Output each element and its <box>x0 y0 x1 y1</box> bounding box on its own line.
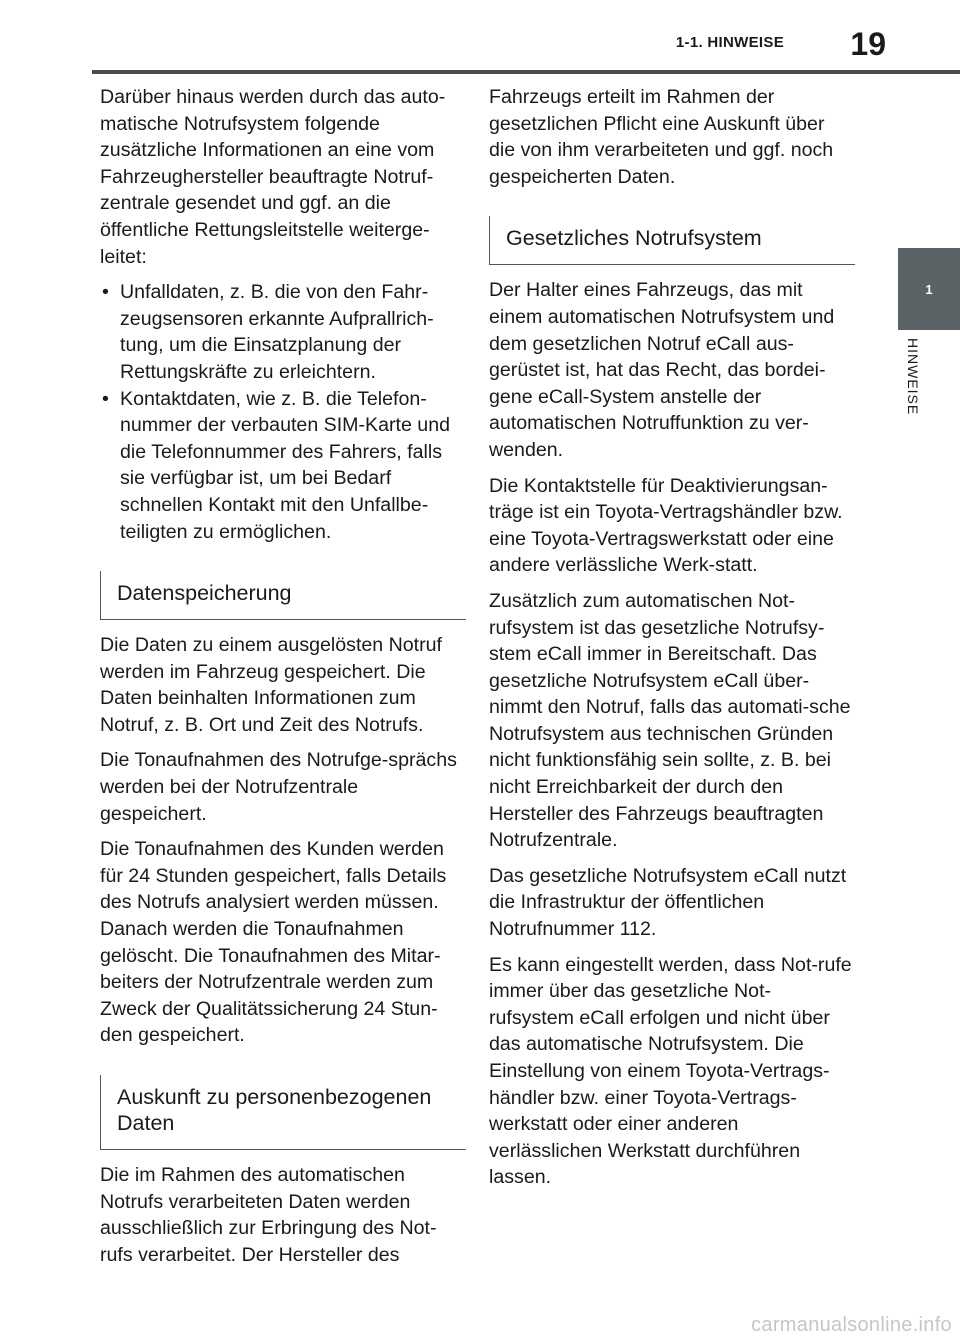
page-number: 19 <box>850 26 886 62</box>
storage-paragraph: Die Tonaufnahmen des Notrufge-sprächs werden bei der Notrufzentrale gespeichert. <box>100 749 457 825</box>
bullet-item-accident-data: • Unfalldaten, z. B. die von den Fahr-zeugsensoren erkannte Aufprallrich-tung, um die Einsatzplanung der Rettungskräfte zu erleichtern. <box>100 279 466 385</box>
right-column <box>489 84 855 1200</box>
ecall-paragraph: Das gesetzliche Notrufsystem eCall nutzt die Infrastruktur der öffentlichen Notrufnummer 112. <box>489 864 847 941</box>
bullet-list <box>100 279 466 545</box>
bullet-item-contact-data: • Kontaktdaten, wie z. B. die Telefon-nummer der verbauten SIM-Karte und die Telefonnummer des Fahrers, falls sie verfügbar ist, um bei Bedarf schnellen Kontakt mit den Unfallbe-teiligten zu ermöglichen. <box>100 386 466 546</box>
header-section-title: 1-1. HINWEISE <box>675 34 784 51</box>
chapter-tab-label: HINWEISE <box>905 338 921 416</box>
ecall-paragraph: Es kann eingestellt werden, dass Not-rufe immer über das gesetzliche Not-rufsystem eCall erfolgen und nicht über das automatische Notrufsystem. Die Einstellung von einem Toyota-Vertrags-händler bzw. einer Toyota-Vertrags-werkstatt oder einer anderen verlässlichen Werkstatt durchführen lassen. <box>489 953 852 1189</box>
header-rule <box>92 70 960 74</box>
left-column <box>100 84 466 1277</box>
heading-personal-data: Auskunft zu personenbezogenen Daten <box>100 1075 466 1150</box>
continuation-paragraph: Fahrzeugs erteilt im Rahmen der gesetzlichen Pflicht eine Auskunft über die von ihm verarbeiteten und ggf. noch gespeicherten Daten. <box>489 86 834 188</box>
chapter-tab-number: 1 <box>925 281 933 297</box>
heading-datenspeicherung: Datenspeicherung <box>100 571 466 620</box>
watermark-text: carmanualsonline.info <box>751 1314 952 1336</box>
heading-gesetzliches-notrufsystem: Gesetzliches Notrufsystem <box>489 216 855 265</box>
personal-data-paragraph: Die im Rahmen des automatischen Notrufs verarbeiteten Daten werden ausschließlich zur Erbringung des Not-rufs verarbeitet. Der Hersteller des <box>100 1164 437 1266</box>
ecall-paragraph: Die Kontaktstelle für Deaktivierungsan-träge ist ein Toyota-Vertragshändler bzw. eine Toyota-Vertragswerkstatt oder eine andere verlässliche Werk-statt. <box>489 474 843 577</box>
chapter-tab <box>898 248 960 330</box>
ecall-paragraph: Zusätzlich zum automatischen Not-rufsystem ist das gesetzliche Notrufsy-stem eCall immer in Bereitschaft. Das gesetzliche Notrufsystem eCall über-nimmt den Notruf, falls das automati-sche Notrufsystem aus technischen Gründen nicht funktionsfähig sein sollte, z. B. bei nicht Erreichbarkeit der durch den Hersteller des Fahrzeugs beauftragten Notrufzentrale. <box>489 589 851 852</box>
storage-paragraph: Die Daten zu einem ausgelösten Notruf werden im Fahrzeug gespeichert. Die Daten beinhalten Informationen zum Notruf, z. B. Ort und Zeit des Notrufs. <box>100 634 442 736</box>
ecall-paragraph: Der Halter eines Fahrzeugs, das mit einem automatischen Notrufsystem und dem gesetzlichen Notruf eCall aus-gerüstet ist, hat das Recht, das bordei-gene eCall-System anstelle der automatischen Notruffunktion zu ver-wenden. <box>489 279 835 461</box>
intro-paragraph: Darüber hinaus werden durch das auto-matische Notrufsystem folgende zusätzliche Informationen an eine vom Fahrzeughersteller beauftragte Notruf-zentrale gesendet und ggf. an die öffentliche Rettungsleitstelle weiterge-leitet: <box>100 86 446 268</box>
storage-paragraph: Die Tonaufnahmen des Kunden werden für 24 Stunden gespeichert, falls Details des Notrufs analysiert werden müssen. Danach werden die Tonaufnahmen gelöscht. Die Tonaufnahmen des Mitar-beiters der Notrufzentrale werden zum Zweck der Qualitätssicherung 24 Stun-den gespeichert. <box>100 838 447 1047</box>
